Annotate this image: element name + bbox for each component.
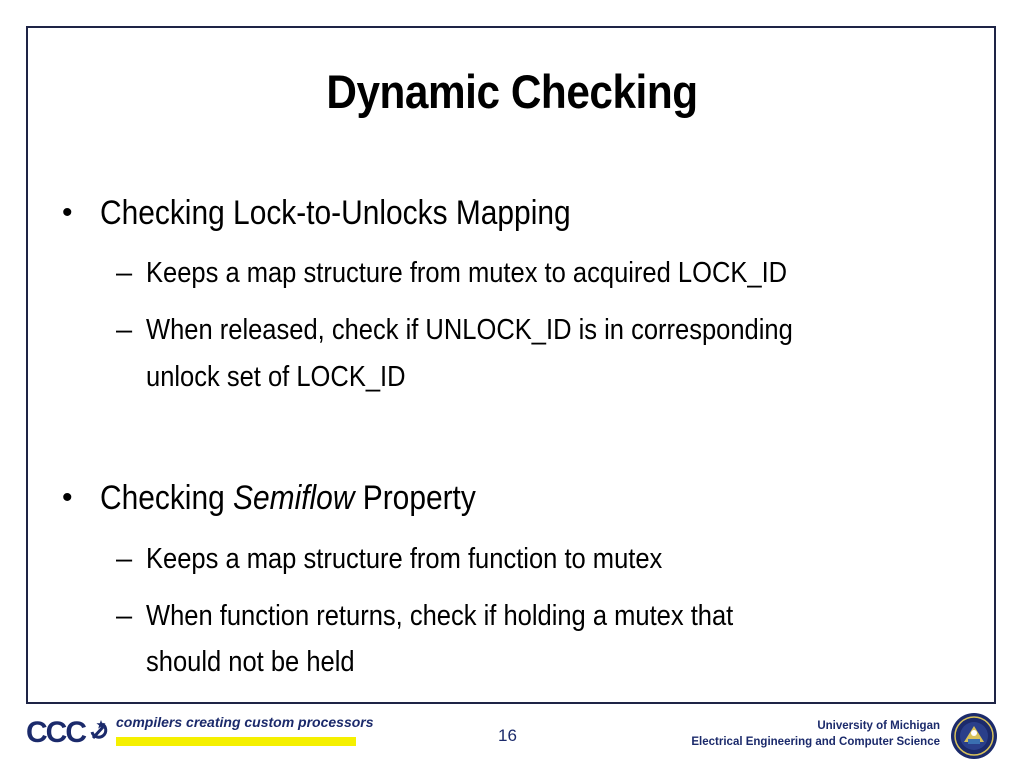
sub-bullet-marker: –	[116, 600, 133, 632]
bullet-item-2-italic: Semiflow	[233, 479, 355, 517]
bullet-item-1: Checking Lock-to-Unlocks Mapping	[100, 194, 571, 232]
hammer-sickle-icon	[88, 718, 108, 742]
slide-title: Dynamic Checking	[326, 65, 698, 118]
university-seal-icon	[950, 712, 998, 760]
sub-bullet-1-1: Keeps a map structure from mutex to acquired LOCK_ID	[146, 257, 788, 289]
sub-bullet-marker: –	[116, 314, 133, 346]
sub-bullet-marker: –	[116, 257, 133, 289]
ccc-logo: CCC	[26, 716, 85, 749]
university-block	[691, 718, 940, 750]
bullet-marker: •	[62, 196, 73, 229]
tagline-underline-bar	[116, 737, 356, 746]
sub-bullet-1-2-line-1: When released, check if UNLOCK_ID is in corresponding	[146, 314, 793, 346]
bullet-marker: •	[62, 481, 73, 514]
sub-bullet-marker: –	[116, 543, 133, 575]
sub-bullet-2-2-line-1: When function returns, check if holding a mutex that	[146, 600, 734, 632]
sub-bullet-1-2-line-2: unlock set of LOCK_ID	[146, 361, 406, 393]
sub-bullet-2-2-line-2: should not be held	[146, 646, 355, 678]
bullet-item-2-text-before: Checking	[100, 479, 234, 517]
sub-bullet-2-1: Keeps a map structure from function to mutex	[146, 543, 663, 575]
bullet-item-2-text-after: Property	[354, 479, 476, 517]
bullet-item-2	[100, 479, 476, 518]
ccc-tagline: compilers creating custom processors	[116, 714, 374, 730]
page-number: 16	[498, 726, 517, 745]
university-name: University of Michigan	[817, 720, 940, 732]
department-name: Electrical Engineering and Computer Science	[691, 736, 940, 748]
slide-footer	[0, 704, 1024, 768]
